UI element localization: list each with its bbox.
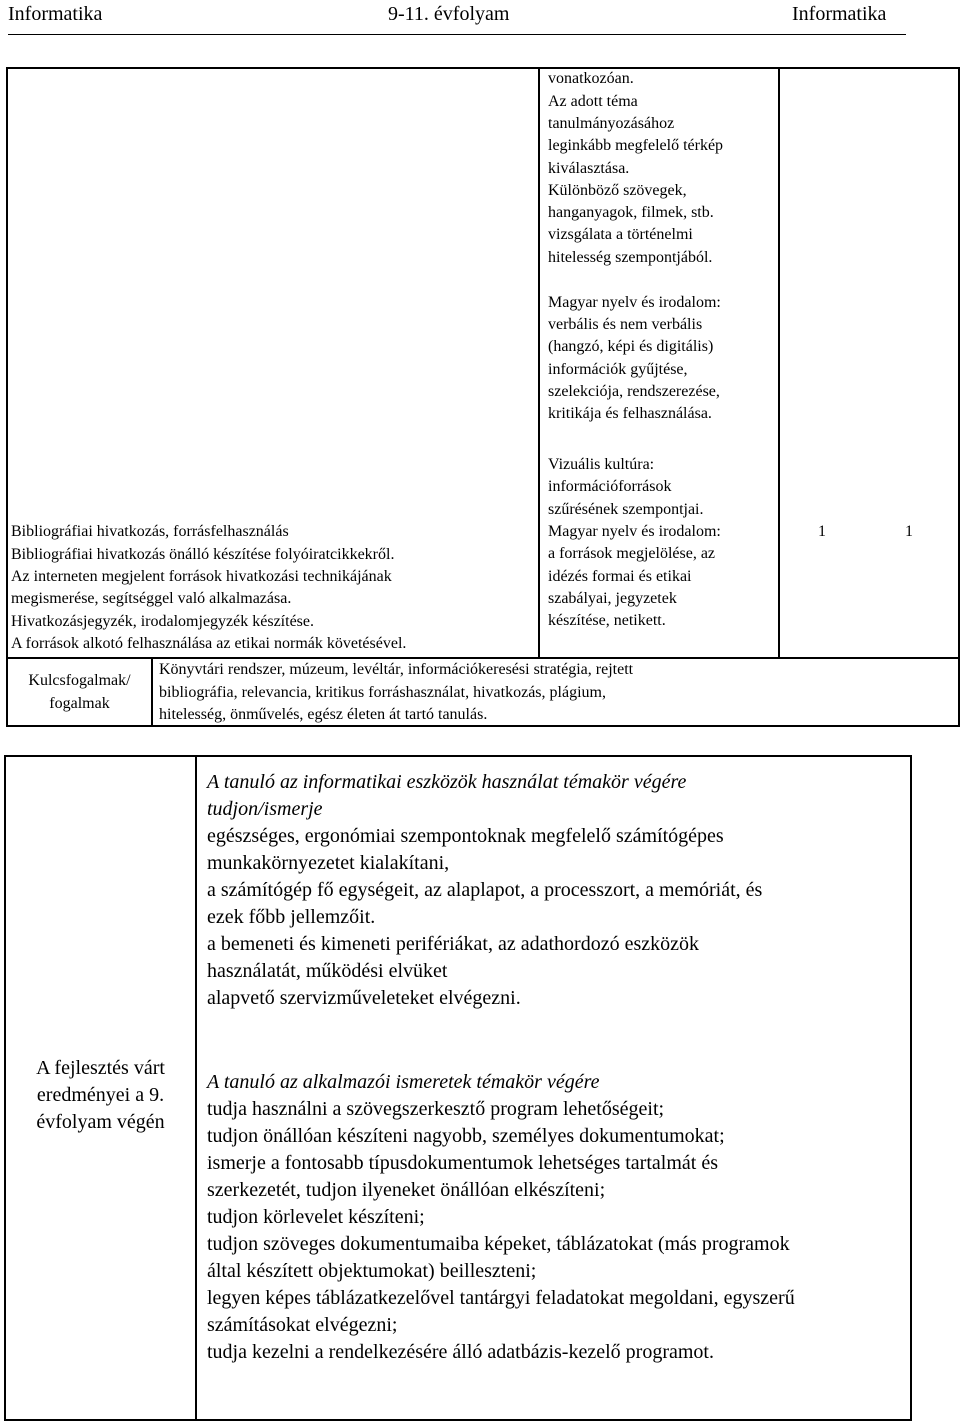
results-line: ezek főbb jellemzőit. [207,906,376,928]
connections-line: kiválasztása. [548,160,630,177]
connections-line: Magyar nyelv és irodalom: [548,294,721,311]
key-concepts-line: bibliográfia, relevancia, kritikus forráshasználat, hivatkozás, plágium, [159,684,606,701]
connections-line: hanganyagok, filmek, stb. [548,204,714,221]
connections-line: Az adott téma [548,93,638,110]
hours-value: 1 [818,523,826,540]
expected-results-label: évfolyam végén [36,1111,165,1133]
results-line: ismerje a fontosabb típusdokumentumok lehetséges tartalmát és [207,1152,718,1174]
connections-line: verbális és nem verbális [548,316,703,333]
results-heading: tudjon/ismerje [207,798,323,820]
results-line: tudjon szöveges dokumentumaiba képeket, táblázatokat (más programok [207,1233,790,1255]
content-line: A források alkotó felhasználása az etikai normák követésével. [11,635,407,652]
header-center: 9-11. évfolyam [388,3,510,25]
results-line: által készített objektumokat) beilleszteni; [207,1260,537,1282]
connections-line: készítése, netikett. [548,612,666,629]
content-line: Az interneten megjelent források hivatkozási technikájának [11,568,392,585]
content-line: megismerése, segítséggel való alkalmazása. [11,590,292,607]
results-line: munkakörnyezetet kialakítani, [207,852,450,874]
connections-line: Magyar nyelv és irodalom: [548,523,721,540]
results-line: használatát, működési elvüket [207,960,448,982]
connections-line: (hangzó, képi és digitális) [548,338,714,355]
key-concepts-label: Kulcsfogalmak/ [28,672,131,689]
connections-line: vonatkozóan. [548,70,634,87]
results-line: tudjon önállóan készíteni nagyobb, személyes dokumentumokat; [207,1125,725,1147]
header-left: Informatika [8,3,103,25]
results-line: tudja kezelni a rendelkezésére álló adatbázis-kezelő programot. [207,1341,714,1363]
expected-results-label: eredményei a 9. [36,1084,165,1106]
page-header [0,0,960,30]
hours-value: 1 [905,523,913,540]
key-concepts-line: Könyvtári rendszer, múzeum, levéltár, információkeresési stratégia, rejtett [159,661,634,678]
content-line: Hivatkozásjegyzék, irodalomjegyzék készítése. [11,613,314,630]
results-line: számításokat elvégezni; [207,1314,398,1336]
connections-line: információk gyűjtése, [548,361,688,378]
connections-line: leginkább megfelelő térkép [548,137,724,154]
results-line: tudja használni a szövegszerkesztő program lehetőségeit; [207,1098,665,1120]
key-concepts-label: fogalmak [49,695,110,712]
connections-line: Különböző szövegek, [548,182,687,199]
results-line: tudjon körlevelet készíteni; [207,1206,425,1228]
connections-line: Vizuális kultúra: [548,456,655,473]
connections-line: tanulmányozásához [548,115,675,132]
connections-line: információforrások [548,478,672,495]
connections-line: szűrésének szempontjai. [548,501,704,518]
results-heading: A tanuló az informatikai eszközök használat témakör végére [207,771,687,793]
results-line: szerkezetét, tudjon ilyeneket önállóan elkészíteni; [207,1179,606,1201]
results-line: a bemeneti és kimeneti perifériákat, az adathordozó eszközök [207,933,699,955]
header-right: Informatika [792,3,887,25]
results-heading: A tanuló az alkalmazói ismeretek témakör végére [207,1071,600,1093]
results-line: egészséges, ergonómiai szempontoknak megfelelő számítógépes [207,825,724,847]
connections-line: a források megjelölése, az [548,545,716,562]
header-rule [8,34,906,35]
content-line: Bibliográfiai hivatkozás önálló készítése folyóiratcikkekről. [11,546,395,563]
content-line: Bibliográfiai hivatkozás, forrásfelhasználás [11,523,289,540]
key-concepts-line: hitelesség, önművelés, egész életen át tartó tanulás. [159,706,488,723]
results-line: legyen képes táblázatkezelővel tantárgyi feladatokat megoldani, egyszerű [207,1287,795,1309]
connections-line: hitelesség szempontjából. [548,249,713,266]
results-line: alapvető szervizműveleteket elvégezni. [207,987,521,1009]
connections-line: vizsgálata a történelmi [548,226,693,243]
connections-line: szabályai, jegyzetek [548,590,677,607]
connections-line: kritikája és felhasználása. [548,405,712,422]
results-line: a számítógép fő egységeit, az alaplapot, a processzort, a memóriát, és [207,879,763,901]
connections-line: idézés formai és etikai [548,568,692,585]
connections-line: szelekciója, rendszerezése, [548,383,720,400]
expected-results-label: A fejlesztés várt [36,1057,165,1079]
